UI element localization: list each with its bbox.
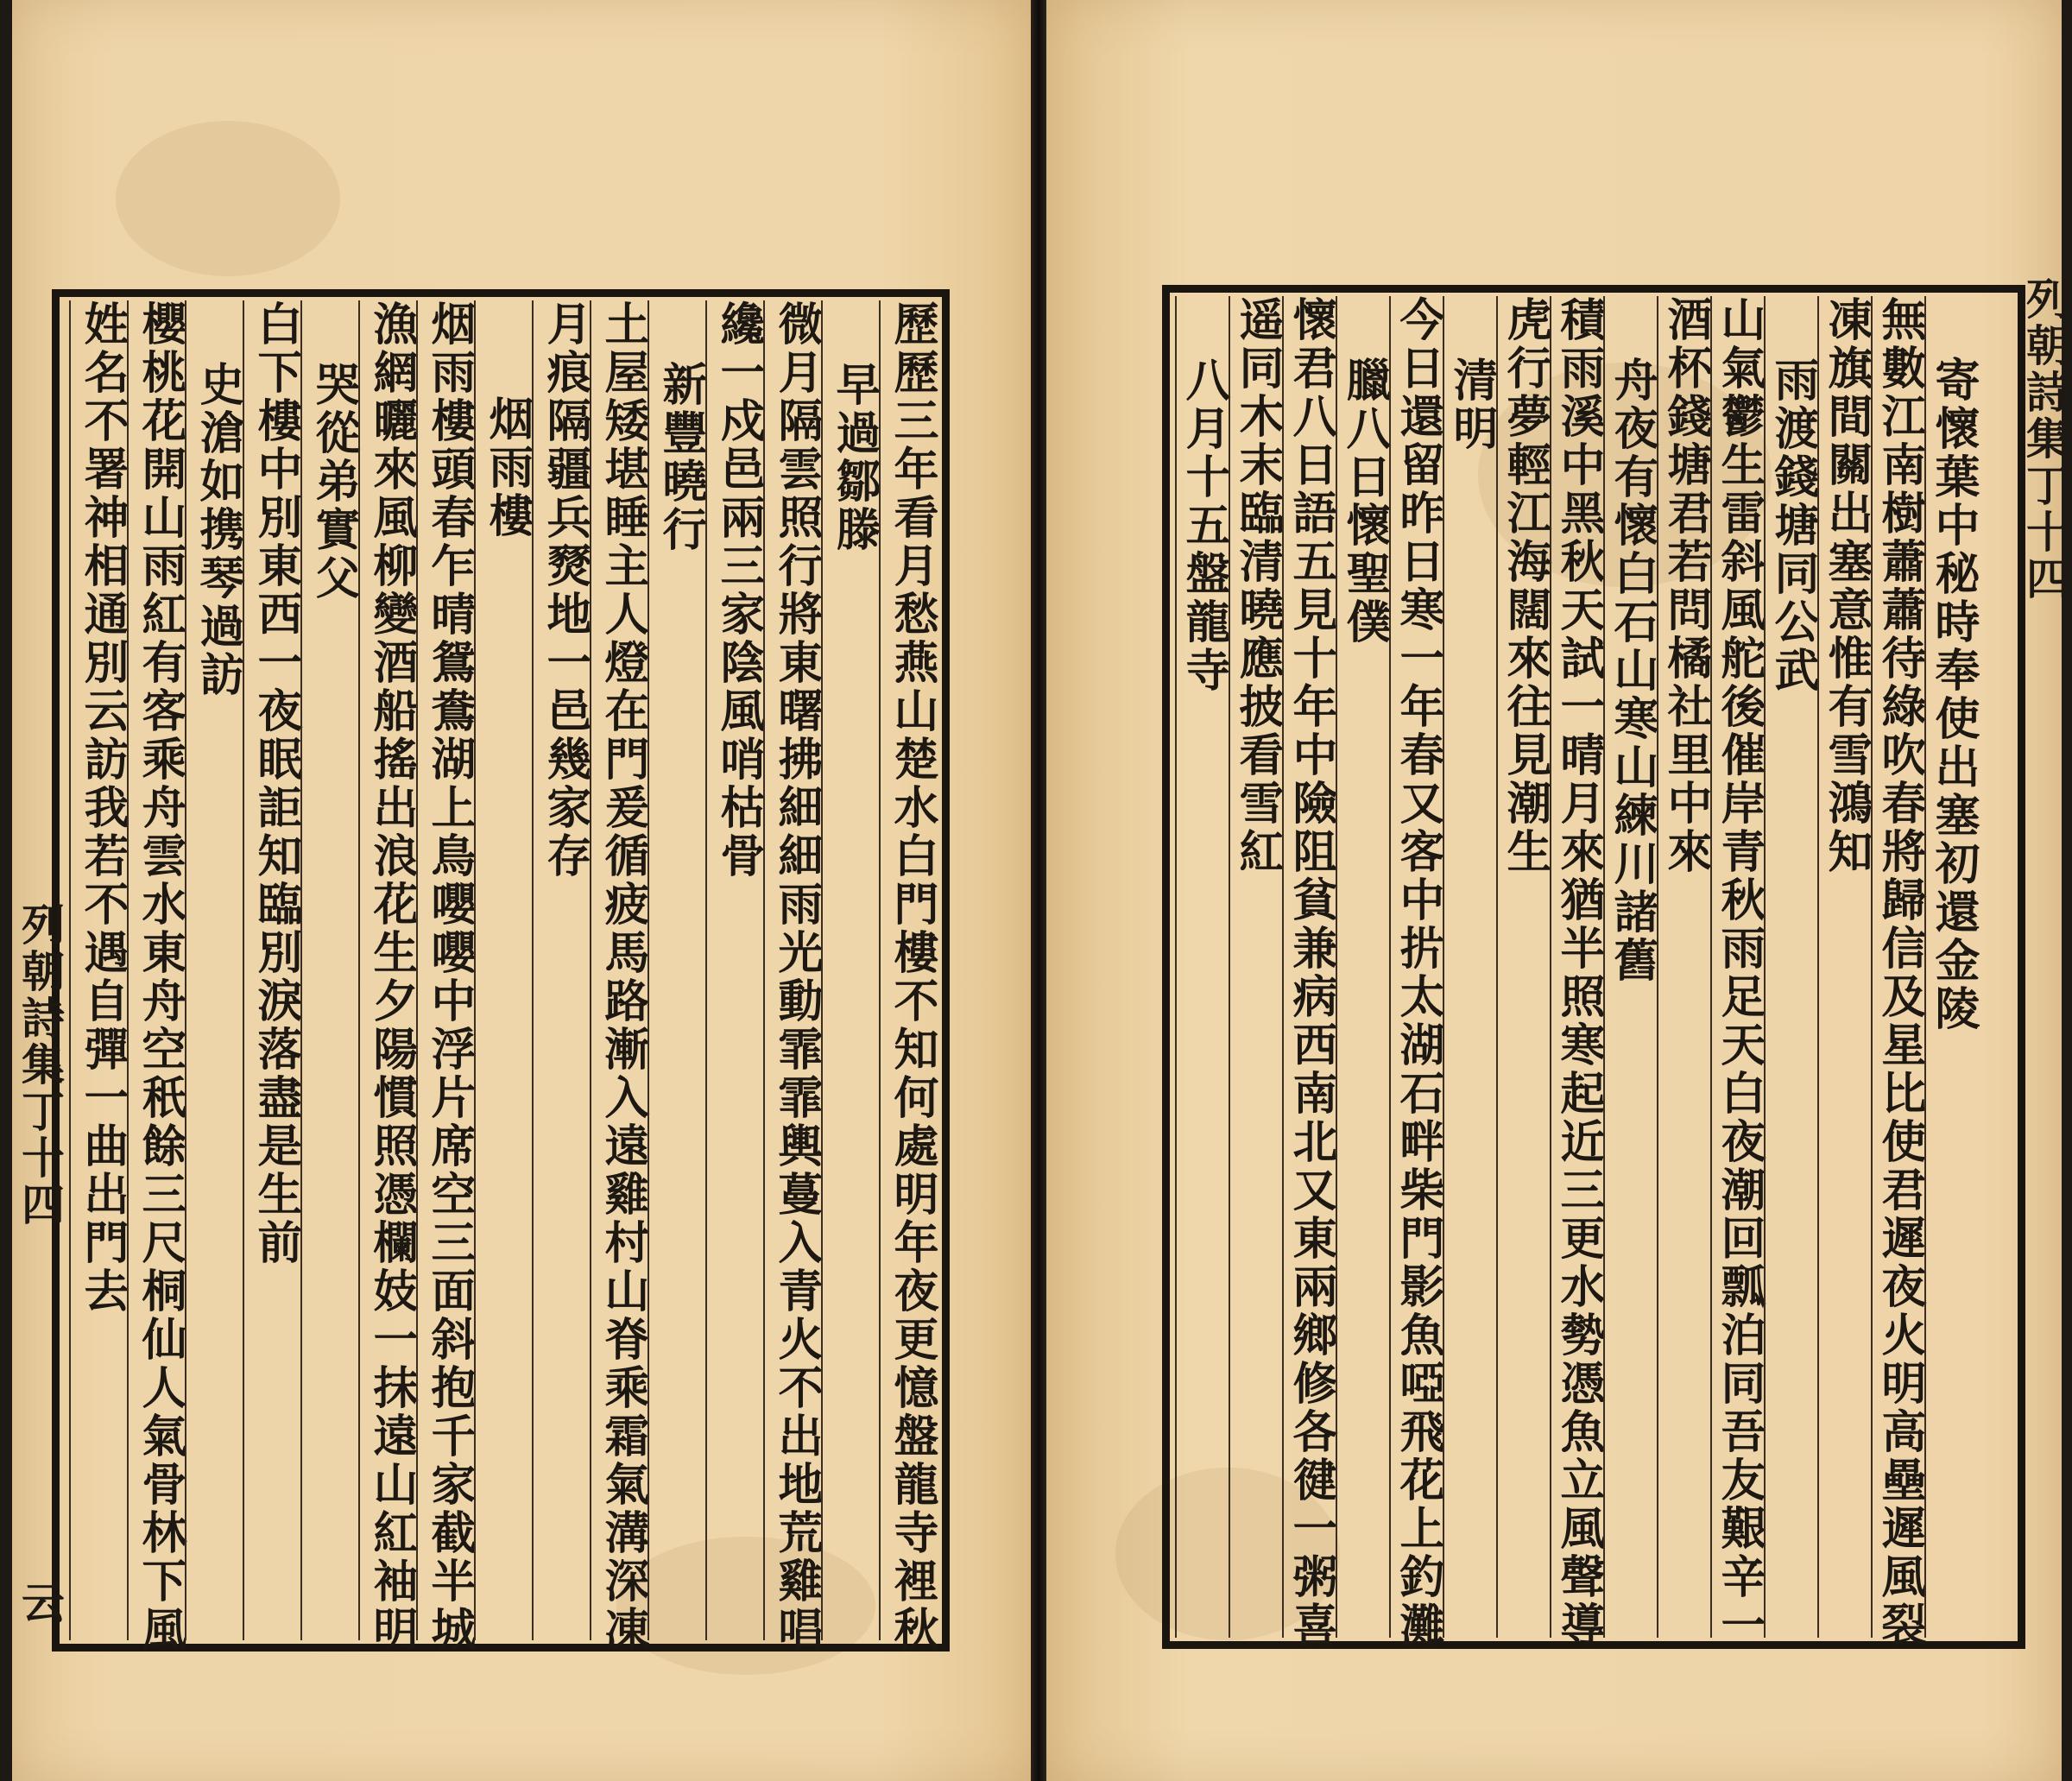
right-page-column: 凍旗間關出塞意惟有雪鴻知: [1817, 296, 1871, 1638]
left-margin-title: 列朝詩集丁十四: [15, 902, 66, 1228]
left-page-column: 漁網曬來風柳變酒船搖出浪花生夕陽慣照憑欄妓一抹遠山紅袖明: [358, 300, 416, 1640]
left-page-column: 史滄如携琴過訪: [185, 300, 243, 1640]
left-text-columns: [65, 300, 938, 1654]
right-page-column: 酒杯錢塘君若問橘社里中來: [1657, 296, 1710, 1638]
right-page-column: 虎行夢輕江海闊來往見潮生: [1496, 296, 1550, 1638]
left-page-column: 姓名不署神相通別云訪我若不遇自彈一曲出門去: [69, 300, 127, 1640]
left-page-column: 哭從弟實父: [300, 300, 358, 1640]
left-page-column: 烟雨樓: [474, 300, 532, 1640]
right-page-column: 舟夜有懷白石山寒山練川諸舊: [1603, 296, 1657, 1638]
paper-stain: [116, 121, 340, 276]
right-page-column: 今日還留昨日寒一年春又客中扸太湖石畔柴門影魚啞飛花上釣灘: [1389, 296, 1443, 1638]
left-page-column: 早過鄒滕: [821, 300, 879, 1640]
left-page-column: 歷歷三年看月愁燕山楚水白門樓不知何處明年夜更憶盤龍寺裡秋: [879, 300, 937, 1640]
left-page-column: 烟雨樓頭春乍晴鴛鴦湖上鳥嚶嚶中浮片席空三面斜抱千家截半城: [416, 300, 474, 1640]
left-text-frame: [52, 289, 950, 1652]
right-page-column: 遥同木末臨清曉應披看雪紅: [1229, 296, 1282, 1638]
right-page-column: 寄懷葉中秘時奉使出塞初還金陵: [1924, 296, 1978, 1638]
right-page-column: 山氣鬱生雷斜風舵後催岸青秋雨足天白夜潮回瓢泊同吾友艱辛一: [1710, 296, 1764, 1638]
left-page-column: 微月隔雲照行將東曙拂細細雨光動霏霏輿蔓入青火不出地荒雞唱: [763, 300, 821, 1640]
right-text-frame: [1162, 285, 2025, 1649]
left-page-number: 云: [15, 1580, 66, 1626]
left-page: [12, 0, 1031, 1781]
right-page-column: 雨渡錢塘同公武: [1764, 296, 1817, 1638]
left-page-column: 月痕隔疆兵燹地一邑幾家存: [532, 300, 590, 1640]
right-page-column: 無數江南樹蕭蕭待綠吹春將歸信及星比使君遲夜火明高壘遲風裂: [1871, 296, 1924, 1638]
left-page-column: 新豐曉行: [648, 300, 705, 1640]
right-margin-title: 列朝詩集丁十四: [2019, 276, 2070, 603]
left-page-column: 土屋矮堪睡主人燈在門爰循疲馬路漸入遠雞村山脊乘霜氣溝深凍: [590, 300, 648, 1640]
right-text-columns: [1175, 296, 1980, 1650]
right-page-column: 清明: [1443, 296, 1496, 1638]
right-page-column: 懷君八日語五見十年中險阻貧兼病西南北又東兩鄉修各徤一粥喜: [1282, 296, 1336, 1638]
right-page: [1046, 0, 2070, 1781]
left-page-column: 櫻桃花開山雨紅有客乘舟雲水東舟空秖餘三尺桐仙人氣骨林下風: [127, 300, 185, 1640]
book-gutter: [1031, 0, 1046, 1781]
left-page-column: 纔一戍邑兩三家陰風哨枯骨: [705, 300, 763, 1640]
right-page-column: 臘八日懷聖僕: [1336, 296, 1389, 1638]
right-page-column: 積雨溪中黑秋天試一晴月來猶半照寒起近三更水勢憑魚立風聲導: [1550, 296, 1603, 1638]
left-page-column: 白下樓中別東西一夜眠詎知臨別淚落盡是生前: [243, 300, 300, 1640]
right-page-column: 八月十五盤龍寺: [1175, 296, 1229, 1638]
